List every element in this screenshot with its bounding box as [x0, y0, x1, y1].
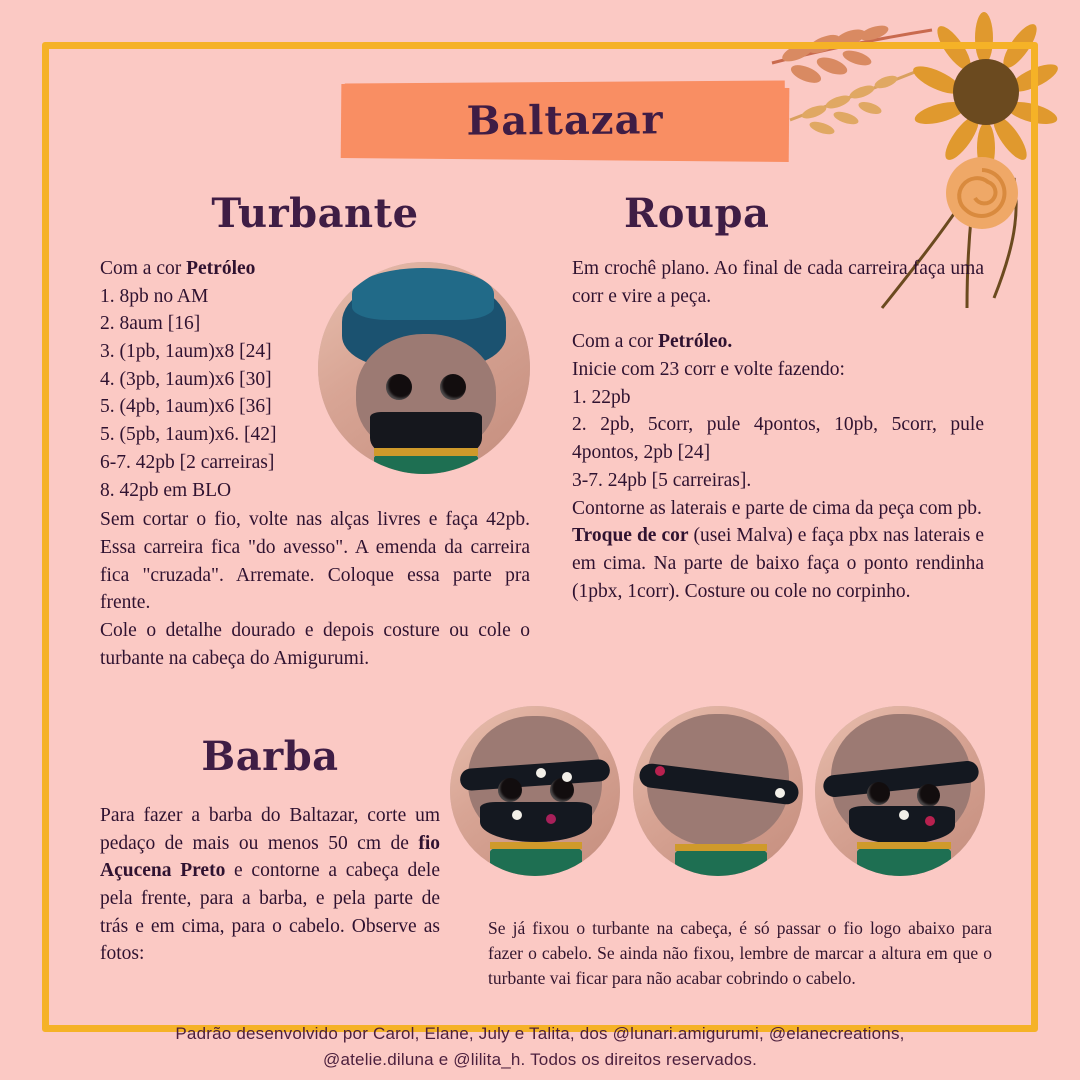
roupa-line-1: 2. 2pb, 5corr, pule 4pontos, 10pb, 5corr, pule 4pontos, 2pb [24] — [572, 414, 984, 464]
turbante-line-1: 1. 8pb no AM — [100, 285, 209, 307]
footer-line-1: Padrão desenvolvido por Carol, Elane, July e Talita, dos @lunari.amigurumi, @elanecreations, — [175, 1024, 905, 1043]
turbante-line-2: 2. 8aum [16] — [100, 313, 201, 335]
roupa-color-line: Com a cor Petróleo. — [572, 331, 733, 353]
footer — [0, 1021, 1080, 1072]
page-title: Baltazar — [466, 95, 664, 145]
turbante-line-7: 6-7. 42pb [2 carreiras] — [100, 451, 275, 473]
sunflower-icon — [910, 12, 1062, 174]
turbante-paragraph-2: Cole o detalhe dourado e depois costure ou cole o turbante na cabeça do Amigurumi. — [100, 619, 530, 669]
roupa-paragraph-2: Troque de cor (usei Malva) e faça pbx nas laterais e em cima. Na parte de baixo faça o ponto rendinha (1pbx, 1corr). Costure ou cole no corpinho. — [572, 525, 984, 602]
turbante-heading: Turbante — [211, 190, 419, 237]
turbante-line-0: Com a cor Petróleo — [100, 258, 256, 279]
photo-doll-with-turban-front — [318, 262, 530, 474]
roupa-change-color: Troque de cor — [572, 525, 689, 547]
roupa-start-line: Inicie com 23 corr e volte fazendo: — [572, 359, 845, 381]
turbante-line-5: 5. (4pb, 1aum)x6 [36] — [100, 396, 272, 418]
barba-heading: Barba — [201, 733, 339, 780]
roupa-color: Petróleo. — [658, 331, 733, 353]
roupa-paragraph-1: Contorne as laterais e parte de cima da peça com pb. — [572, 497, 982, 519]
roupa-intro: Em crochê plano. Ao final de cada carreira faça uma corr e vire a peça. — [572, 258, 984, 307]
photo-caption: Se já fixou o turbante na cabeça, é só passar o fio logo abaixo para fazer o cabelo. Se ainda não fixou, lembre de marcar a altura em que o turbante vai ficar para não acabar cobrindo o cabelo. — [488, 918, 992, 988]
turbante-color: Petróleo — [186, 258, 256, 279]
turbante-line-4: 4. (3pb, 1aum)x6 [30] — [100, 368, 272, 390]
barba-yarn: fio Açucena Preto — [100, 832, 440, 882]
roupa-line-2: 3-7. 24pb [5 carreiras]. — [572, 469, 752, 491]
barba-section — [100, 733, 440, 968]
photo-doll-beard-front-beads — [450, 706, 620, 876]
photo-doll-side-view — [633, 706, 803, 876]
footer-line-2: @atelie.diluna e @lilita_h. Todos os direitos reservados. — [323, 1049, 757, 1069]
roupa-line-0: 1. 22pb — [572, 386, 631, 408]
photo-doll-angled-view — [815, 706, 985, 876]
photo-row — [450, 706, 985, 886]
roupa-section — [572, 190, 984, 605]
turbante-line-3: 3. (1pb, 1aum)x8 [24] — [100, 341, 272, 363]
turbante-paragraph-1: Sem cortar o fio, volte nas alças livres e faça 42pb. Essa carreira fica "do avesso". A emenda da carreira fica "cruzada". Arremate. Coloque essa parte pra frente. — [100, 509, 530, 614]
turbante-line-6: 5. (5pb, 1aum)x6. [42] — [100, 424, 277, 446]
turbante-line-8: 8. 42pb em BLO — [100, 479, 232, 501]
barba-text: Para fazer a barba do Baltazar, corte um pedaço de mais ou menos 50 cm de fio Açucena Preto e contorne a cabeça dele pela frente, para a barba, e pela parte de trás e em cima, para o cabelo. Observe as fotos: — [100, 805, 440, 965]
roupa-heading: Roupa — [624, 190, 770, 237]
